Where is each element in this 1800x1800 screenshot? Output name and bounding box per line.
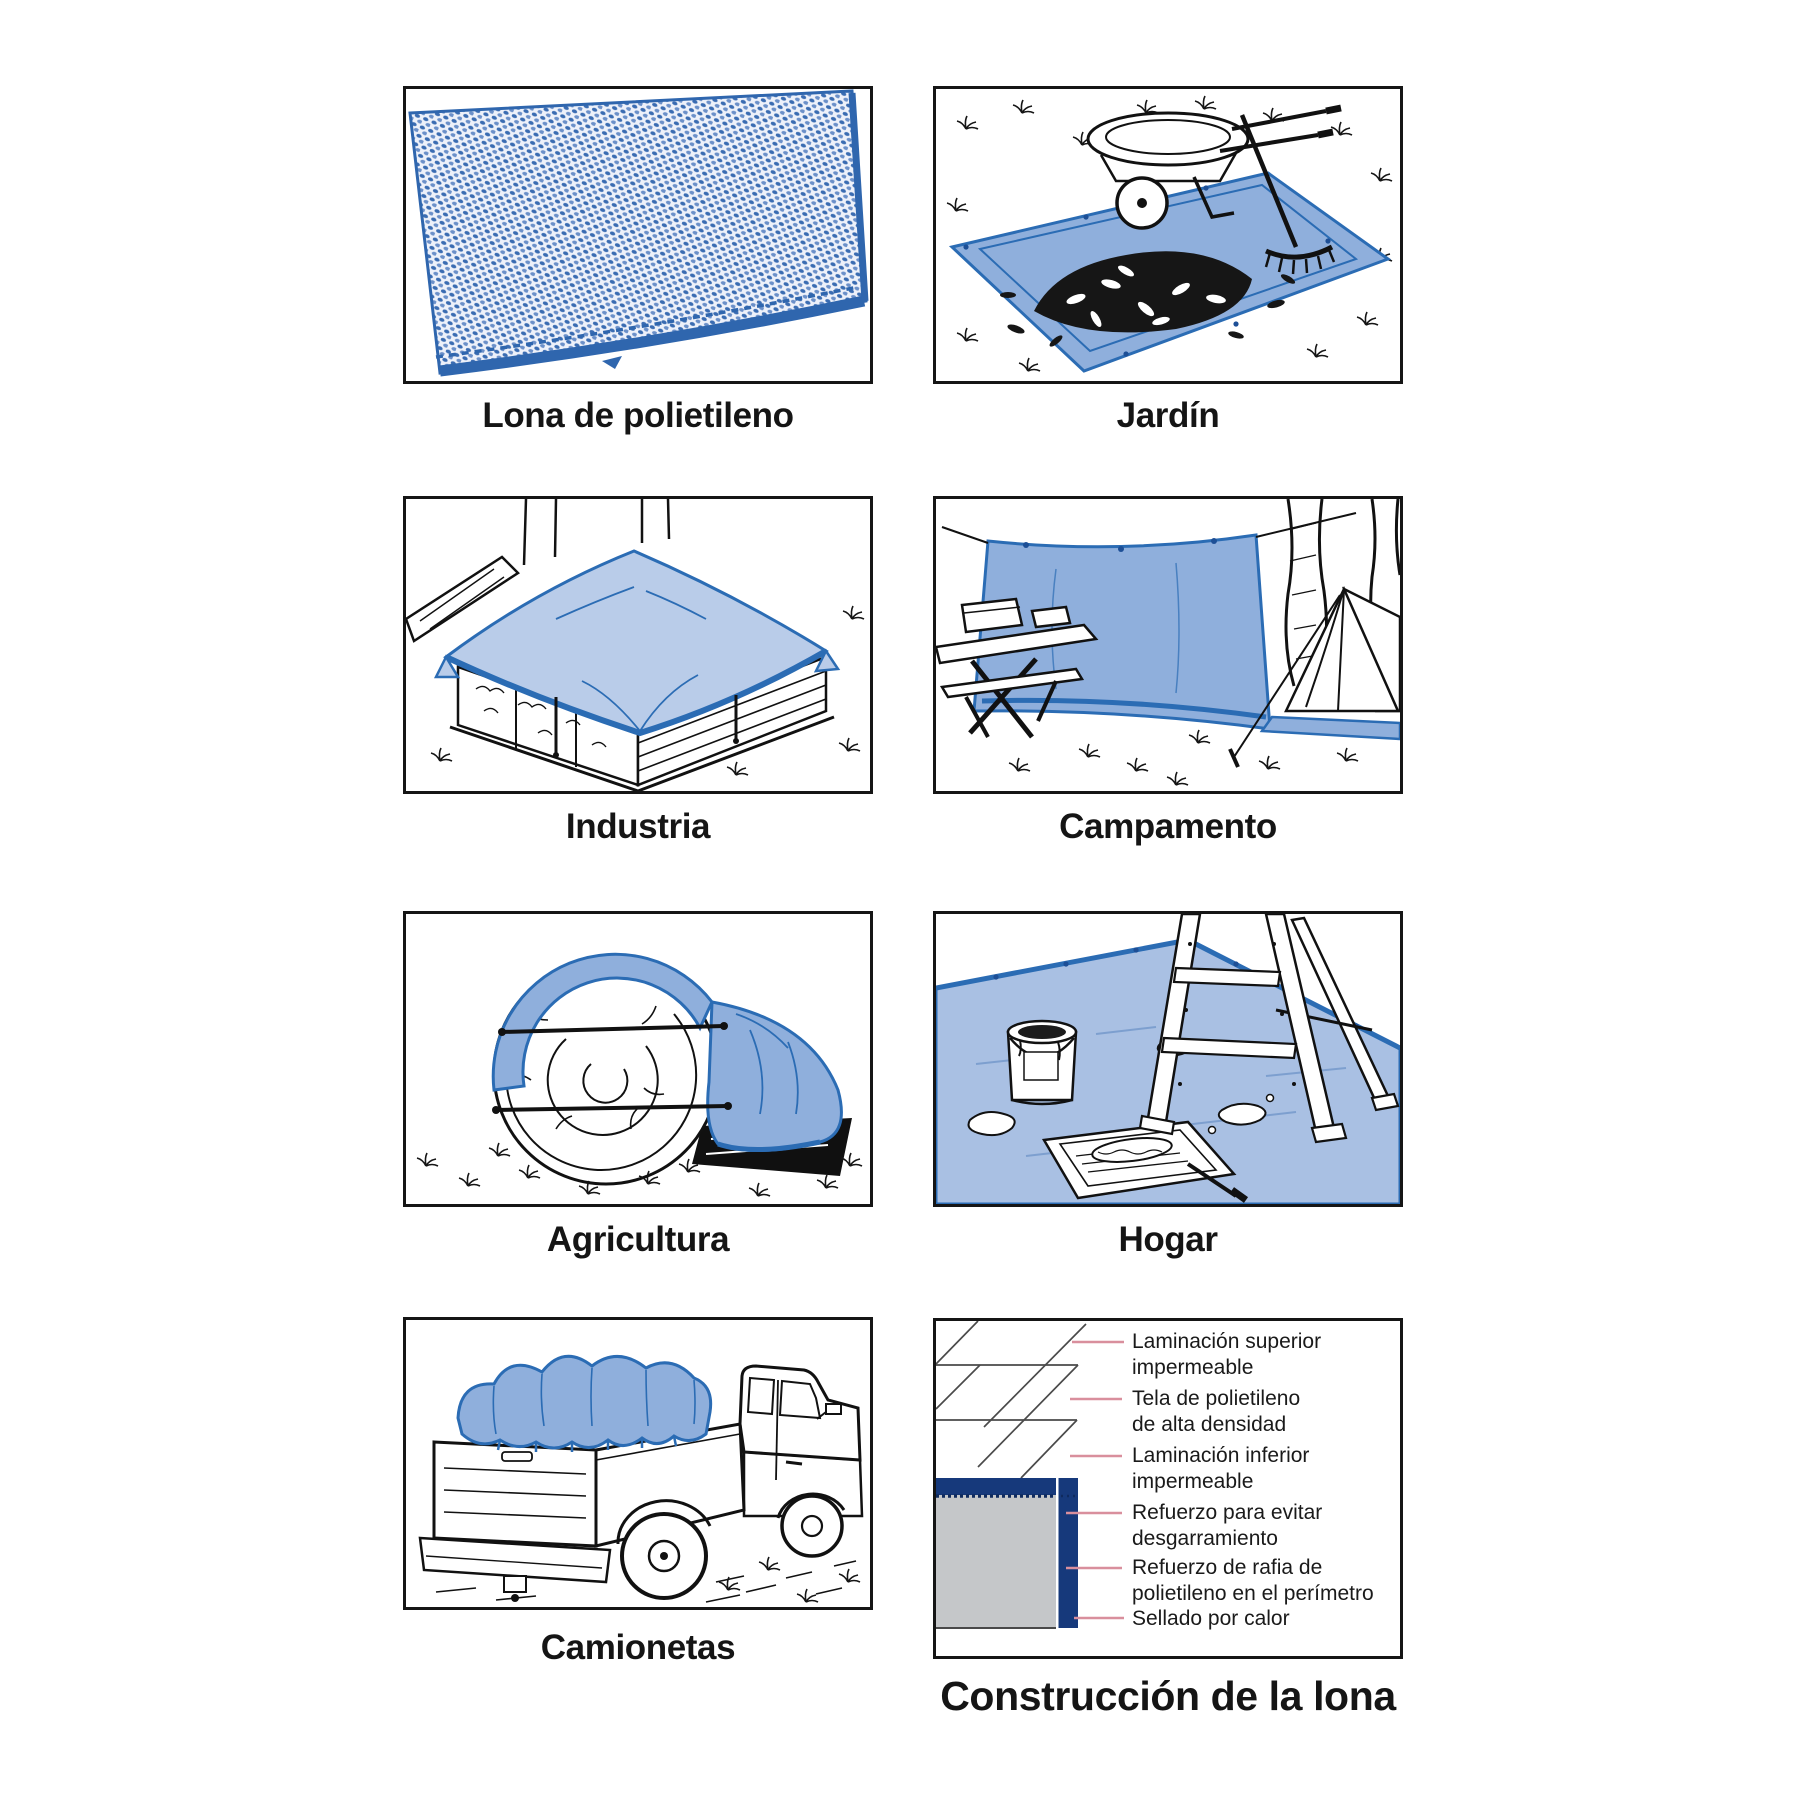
construction-label-laminacion-inferior (1132, 1443, 1309, 1495)
grass (1009, 730, 1358, 785)
tarp-layer-sheets (936, 1321, 1086, 1478)
figure-caption-agricultura: Agricultura (546, 1220, 730, 1259)
tarp-corner-swatch (936, 1478, 1078, 1628)
figure-panel-campamento (933, 496, 1403, 794)
construction-label-line: polietileno en el perímetro (1132, 1582, 1374, 1605)
figure-panel-agricultura (403, 911, 873, 1207)
camionetas-illustration (406, 1320, 870, 1607)
construction-label-line: desgarramiento (1132, 1527, 1278, 1550)
construction-label-refuerzo-rafia (1132, 1555, 1374, 1607)
figure-caption-camionetas: Camionetas (540, 1628, 736, 1667)
construction-label-tela-polietileno (1132, 1386, 1300, 1438)
campamento-illustration (936, 499, 1400, 791)
construction-label-refuerzo-desgarramiento (1132, 1500, 1322, 1552)
figure-caption-jardin: Jardín (1116, 396, 1220, 435)
figure-caption-industria: Industria (565, 807, 711, 846)
figure-panel-lona (403, 86, 873, 384)
truck-bed-tarp (458, 1356, 711, 1452)
construction-label-line: Refuerzo de rafia de (1132, 1556, 1323, 1579)
paint-can (1008, 1021, 1076, 1104)
figure-panel-camionetas (403, 1317, 873, 1610)
jardin-illustration (936, 89, 1400, 381)
figure-panel-jardin (933, 86, 1403, 384)
construction-label-laminacion-superior (1132, 1329, 1321, 1381)
construction-label-line: impermeable (1132, 1470, 1254, 1493)
figure-caption-construccion: Construcción de la lona (940, 1673, 1396, 1719)
construction-label-sellado (1132, 1606, 1290, 1632)
figure-panel-industria (403, 496, 873, 794)
industria-illustration (406, 499, 870, 791)
agricultura-illustration (406, 914, 870, 1204)
construction-label-line: Laminación superior (1132, 1330, 1322, 1353)
figure-caption-campamento: Campamento (1059, 807, 1277, 846)
lona-illustration (406, 89, 870, 381)
construction-label-line: de alta densidad (1132, 1413, 1287, 1436)
figure-caption-hogar: Hogar (1118, 1220, 1218, 1259)
construction-label-line: Sellado por calor (1132, 1607, 1290, 1630)
tarp-closeup (410, 91, 866, 373)
figure-caption-lona: Lona de polietileno (482, 396, 794, 435)
construction-label-line: impermeable (1132, 1356, 1254, 1379)
hogar-illustration (936, 914, 1400, 1204)
construction-label-line: Refuerzo para evitar (1132, 1501, 1323, 1524)
construction-label-line: Tela de polietileno (1132, 1387, 1301, 1410)
figure-panel-hogar (933, 911, 1403, 1207)
figure-panel-construccion (933, 1318, 1403, 1659)
construction-label-line: Laminación inferior (1132, 1444, 1310, 1467)
